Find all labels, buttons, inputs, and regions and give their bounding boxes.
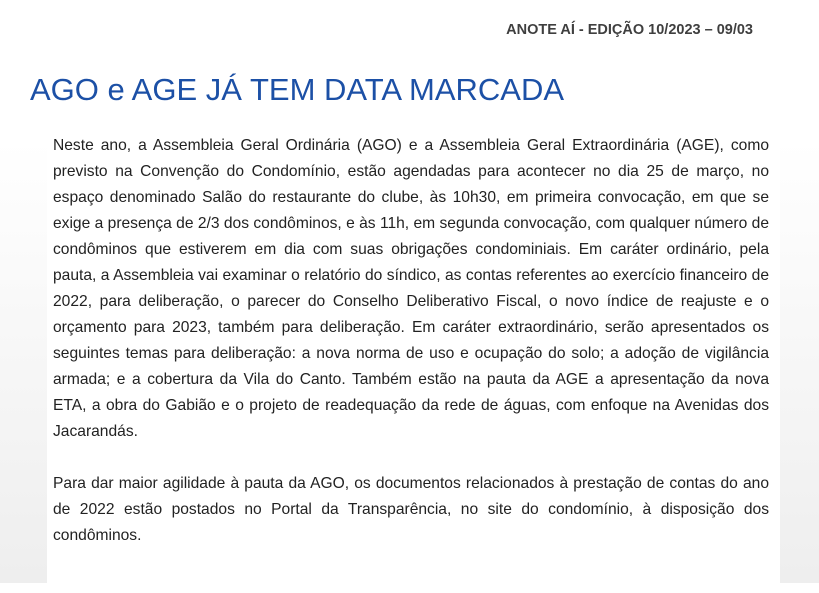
edition-header: ANOTE AÍ - EDIÇÃO 10/2023 – 09/03 [506,22,753,38]
article-paragraph: Neste ano, a Assembleia Geral Ordinária (AGO) e a Assembleia Geral Extraordinária (AGE), como previsto na Convenção do Condomínio, estão agendadas para acontecer no dia 25 de março, no espaço denominado Salão do restaurante do clube, às 10h30, em primeira convocação, em que se exige a presença de 2/3 dos condôminos, e às 11h, em segunda convocação, com qualquer número de condôminos que estiverem em dia com suas obrigações condominiais. Em caráter ordinário, pela pauta, a Assembleia vai examinar o relatório do síndico, as contas referentes ao exercício financeiro de 2022, para deliberação, o parecer do Conselho Deliberativo Fiscal, o novo índice de reajuste e o orçamento para 2023, também para deliberação. Em caráter extraordinário, serão apresentados os seguintes temas para deliberação: a nova norma de uso e ocupação do solo; a adoção de vigilância armada; e a cobertura da Vila do Canto. Também estão na pauta da AGE a apresentação da nova ETA, a obra do Gabião e o projeto de readequação da rede de águas, com enfoque na Avenidas dos Jacarandás. [53,137,769,440]
article-title: AGO e AGE JÁ TEM DATA MARCADA [30,72,565,107]
article-body [53,133,769,575]
article-paragraph: Para dar maior agilidade à pauta da AGO, os documentos relacionados à prestação de contas do ano de 2022 estão postados no Portal da Transparência, no site do condomínio, à disposição dos condôminos. [53,475,769,544]
